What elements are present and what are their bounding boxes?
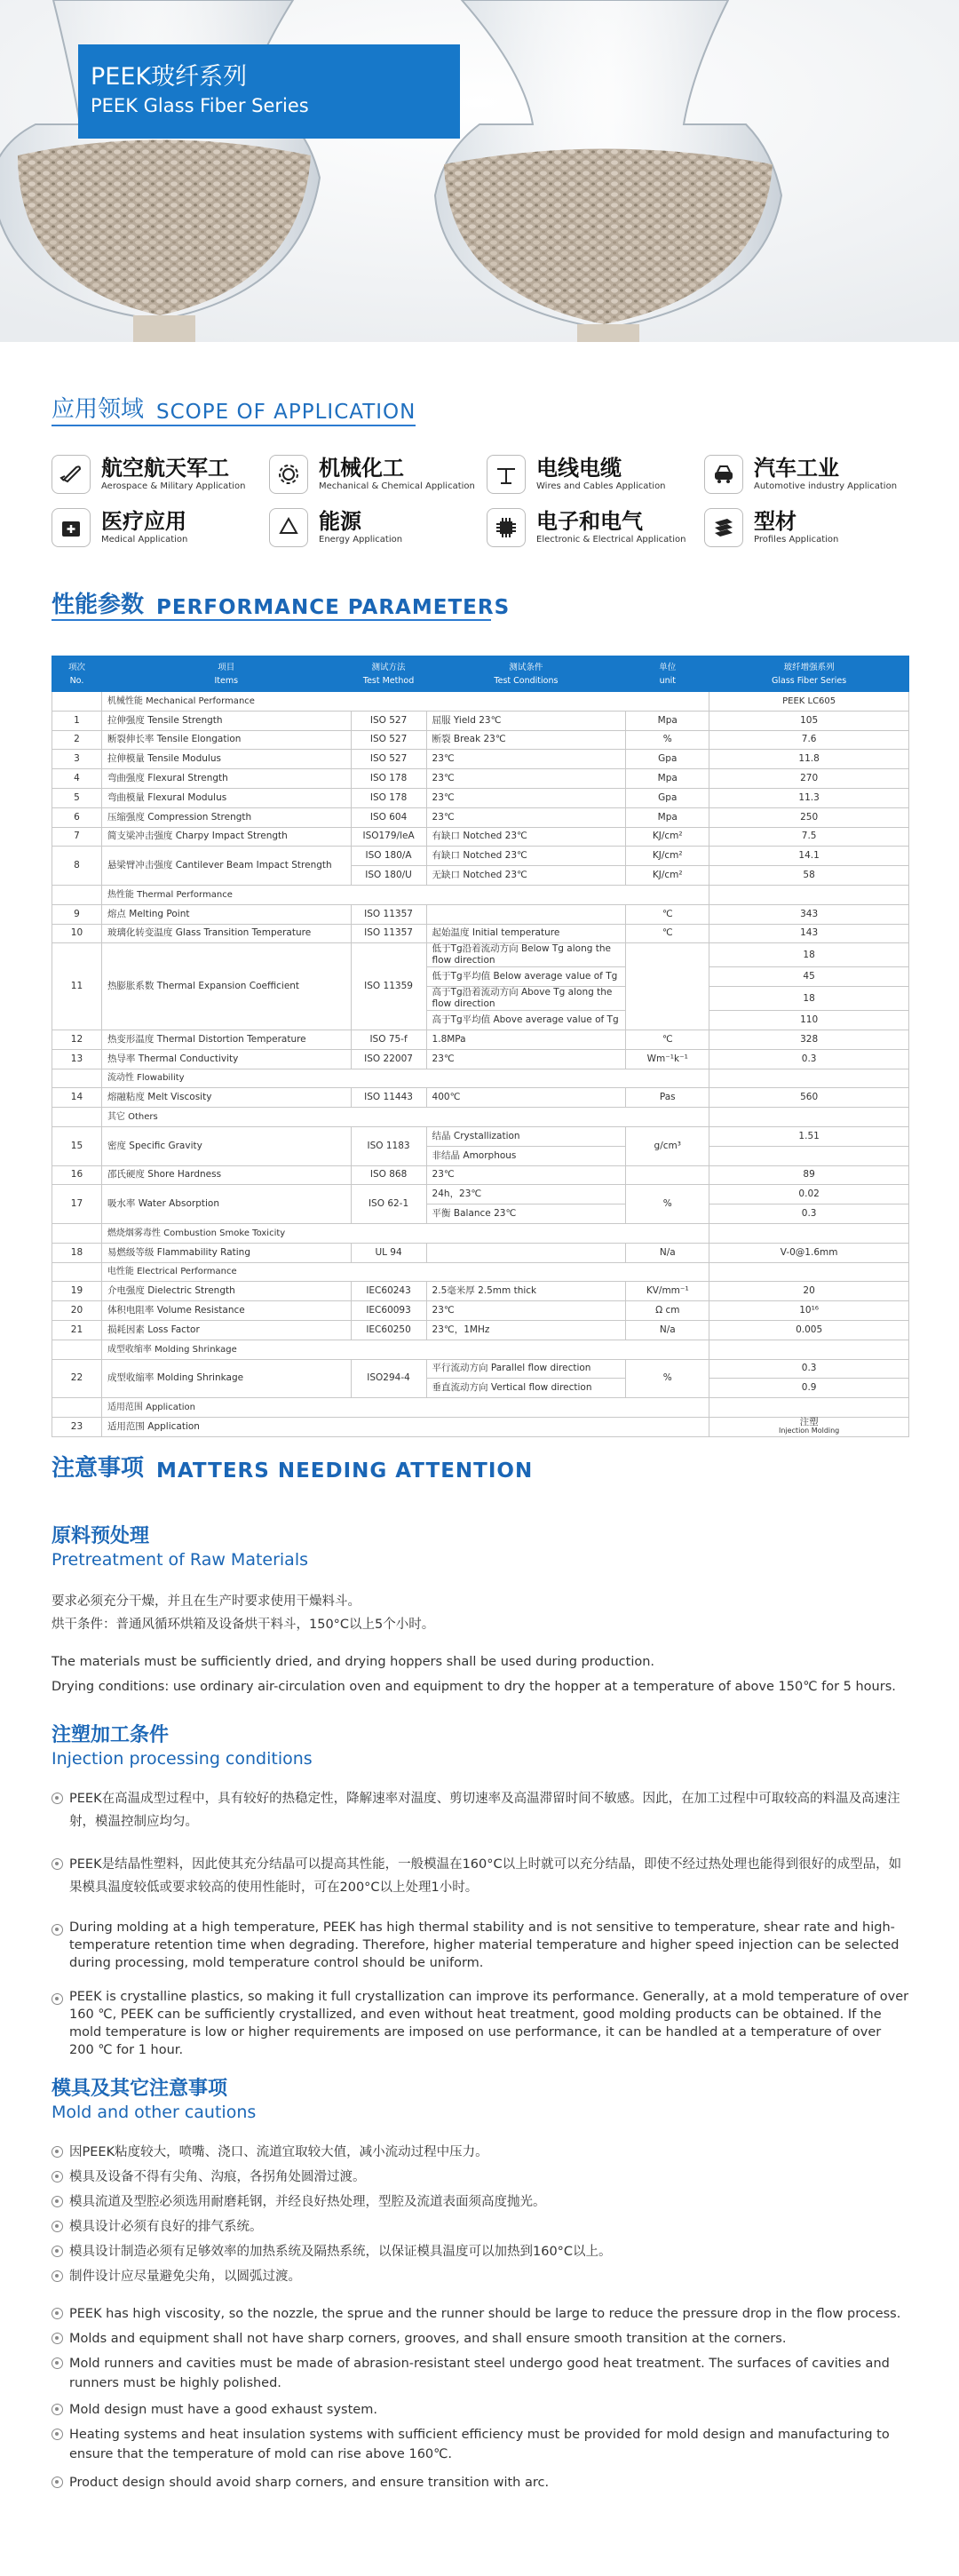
table-row: 13 热导率 Thermal Conductivity ISO 22007 23℃ Wm⁻¹k⁻¹ 0.3 [52,1049,909,1069]
application-item [704,455,897,494]
table-row: 3 拉伸模量 Tensile Modulus ISO 527 23℃ Gpa 11.8 [52,750,909,769]
application-label-en: Profiles Application [754,535,839,545]
recycle-icon [269,508,308,547]
mold-caution-bullet: 因PEEK粘度较大，喷嘴、浇口、流道宜取较大值，减小流动过程中压力。 [52,2143,909,2162]
mold-caution-bullet: Mold design must have a good exhaust system. [52,2400,909,2420]
application-label-zh: 电线电缆 [536,456,622,481]
car-icon [704,455,743,494]
application-title-zh: 应用领域 [52,396,145,423]
bullet-icon [52,2221,63,2232]
section-row: 燃烧烟雾毒性 Combustion Smoke Toxicity [52,1223,909,1243]
application-label-zh: 型材 [754,509,797,534]
application-label-zh: 航空航天军工 [101,456,229,481]
raw-text-zh-1: 要求必须充分干燥，并且在生产时要求使用干燥料斗。 [52,1594,361,1609]
section-row: 机械性能 Mechanical Performance PEEK LC605 [52,692,909,712]
table-row: 2 断裂伸长率 Tensile Elongation ISO 527 断裂 Break 23℃ % 7.6 [52,730,909,750]
table-row: 17 吸水率 Water Absorption ISO 62-1 24h，23℃ % 0.02 [52,1185,909,1205]
gear-icon [269,455,308,494]
table-row: 19 介电强度 Dielectric Strength IEC60243 2.5毫米厚 2.5mm thick KV/mm⁻¹ 20 [52,1282,909,1301]
application-label-zh: 汽车工业 [754,456,839,481]
application-item [704,508,838,547]
performance-underline [52,619,491,621]
injection-bullet: PEEK在高温成型过程中，具有较好的热稳定性，降解速率对温度、剪切速率及高温滞留时间不敏感。因此，在加工过程中可取较高的料温及高速注射，模温控制应均匀。 [52,1787,909,1833]
chip-icon [487,508,526,547]
mold-caution-bullet: 模具设计必须有良好的排气系统。 [52,2217,909,2237]
banner-title-zh: PEEK玻纤系列 [91,63,248,91]
bullet-icon [52,2357,63,2369]
application-label-en: Electronic & Electrical Application [536,535,686,545]
table-row: 12 热变形温度 Thermal Distortion Temperature ISO 75-f 1.8MPa ℃ 328 [52,1030,909,1049]
profile-stack-icon [704,508,743,547]
bullet-icon [52,2270,63,2282]
col-conditions: 测试条件 Test Conditions [426,656,626,692]
raw-text-en-1: The materials must be sufficiently dried, and drying hoppers shall be used during production. [52,1655,655,1669]
section-row: 流动性 Flowability [52,1069,909,1088]
application-label-en: Automotive industry Application [754,481,898,491]
application-label-en: Medical Application [101,535,188,545]
mold-caution-bullet: 模具设计制造必须有足够效率的加热系统及隔热系统，以保证模具温度可以加热到160°C以上。 [52,2242,909,2262]
mold-title-zh: 模具及其它注意事项 [52,2078,228,2100]
bullet-icon [52,1924,63,1936]
col-value: 玻纤增强系列 Glass Fiber Series [709,656,909,692]
injection-bullet: PEEK是结晶性塑料，因此使其充分结晶可以提高其性能，一般模温在160°C以上时就可以充分结晶，即使不经过热处理也能得到很好的成型品，如果模具温度较低或要求较高的使用性能时，可在200°C以上处理1小时。 [52,1853,909,1899]
attention-heading [52,1450,533,1483]
table-row: 非结晶 Amorphous [52,1146,909,1165]
col-no: 项次 No. [52,656,102,692]
injection-bullet: During molding at a high temperature, PEEK has high thermal stability and is not sensitive to temperature, shear rate and high-temperature retention time when degrading. Therefore, higher material temperature and higher speed injection can be selected during processing, mold temperature control should be uniform. [52,1919,909,1972]
mold-caution-bullet: 模具及设备不得有尖角、沟痕，各拐角处圆滑过渡。 [52,2167,909,2187]
application-label-zh: 能源 [319,509,361,534]
section-row: 热性能 Thermal Performance [52,885,909,904]
table-row: 4 弯曲强度 Flexural Strength ISO 178 23℃ Mpa 270 [52,769,909,789]
bullet-icon [52,2171,63,2182]
bullet-icon [52,1993,63,2005]
raw-title-zh: 原料预处理 [52,1525,150,1547]
table-row: 5 弯曲模量 Flexural Modulus ISO 178 23℃ Gpa 11.3 [52,788,909,807]
section-row: 其它 Others [52,1108,909,1127]
series-banner [78,44,460,139]
bullet-icon [52,2246,63,2257]
table-row: 16 邵氏硬度 Shore Hardness ISO 868 23℃ 89 [52,1165,909,1185]
bullet-icon [52,1858,63,1870]
performance-title-en: PERFORMANCE PARAMETERS [156,596,511,619]
table-row: 1 拉伸强度 Tensile Strength ISO 527 屈服 Yield 23℃ Mpa 105 [52,711,909,730]
mold-caution-bullet: Product design should avoid sharp corners, and ensure transition with arc. [52,2473,909,2493]
table-row: 15 密度 Specific Gravity ISO 1183 结晶 Crystallization g/cm³ 1.51 [52,1126,909,1146]
mold-caution-bullet: PEEK has high viscosity, so the nozzle, the sprue and the runner should be large to reduce the pressure drop in the flow process. [52,2304,909,2324]
banner-title-en: PEEK Glass Fiber Series [91,95,309,116]
application-label-zh: 电子和电气 [536,509,643,534]
table-row: 垂直流动方向 Vertical flow direction 0.9 [52,1379,909,1398]
application-item [269,455,475,494]
table-row: 7 简支梁冲击强度 Charpy Impact Strength ISO179/leA 有缺口 Notched 23℃ KJ/cm² 7.5 [52,827,909,847]
table-row: 18 易燃级等级 Flammability Rating UL 94 N/a V-0@1.6mm [52,1243,909,1262]
mold-heading [52,2077,256,2123]
mold-caution-bullet: Molds and equipment shall not have sharp corners, grooves, and shall ensure smooth transition at the corners. [52,2329,909,2349]
section-row: 适用范围 Application [52,1398,909,1418]
col-method: 测试方法 Test Method [351,656,426,692]
attention-title-zh: 注意事项 [52,1455,145,1482]
injection-bullet: PEEK is crystalline plastics, so making it full crystallization can improve its performance. Generally, at a mold temperature of over 160 ℃, PEEK can be sufficiently crystallized, and even without heat treatment, good molding products can be obtained. If the mold temperature is low or higher requirements are imposed on use performance, it can be handled at a temperature of over 200 ℃ for 1 hour. [52,1988,909,2059]
application-label-en: Wires and Cables Application [536,481,666,491]
application-item [52,455,245,494]
application-item [487,508,686,547]
medical-kit-icon [52,508,91,547]
application-label-en: Mechanical & Chemical Application [319,481,475,491]
bullet-icon [52,2404,63,2415]
mold-caution-bullet: Heating systems and heat insulation systems with sufficient efficiency must be provided for mold design and manufacturing to ensure that the temperature of mold can rise above 160℃. [52,2425,909,2464]
mold-caution-bullet: 制件设计应尽量避免尖角，以圆弧过渡。 [52,2267,909,2286]
application-label-zh: 医疗应用 [101,509,186,534]
application-heading [52,391,416,424]
application-underline [52,425,416,426]
attention-title-en: MATTERS NEEDING ATTENTION [156,1459,534,1483]
application-item [269,508,402,547]
table-row: 14 熔融粘度 Melt Viscosity ISO 11443 400℃ Pas 560 [52,1088,909,1108]
bullet-icon [52,1793,63,1804]
bullet-icon [52,2477,63,2488]
table-row: 8 悬梁臂冲击强度 Cantilever Beam Impact Strength ISO 180/A 有缺口 Notched 23℃ KJ/cm² 14.1 [52,847,909,866]
bullet-icon [52,2308,63,2319]
table-row: 23 适用范围 Application 注塑 Injection Molding [52,1417,909,1436]
section-row: 成型收缩率 Molding Shrinkage [52,1340,909,1359]
hero-photo [0,0,959,342]
raw-heading [52,1524,308,1570]
table-header-row [52,656,909,692]
application-item [52,508,187,547]
bullet-icon [52,2333,63,2344]
injection-title-zh: 注塑加工条件 [52,1724,170,1746]
table-row: 11 热膨胀系数 Thermal Expansion Coefficient ISO 11359 低于Tg沿着流动方向 Below Tg along the flow direction 18 [52,943,909,967]
table-row: 6 压缩强度 Compression Strength ISO 604 23℃ Mpa 250 [52,807,909,827]
table-row: 20 体积电阻率 Volume Resistance IEC60093 23℃ Ω cm 10¹⁶ [52,1301,909,1321]
injection-heading [52,1723,313,1769]
application-item [487,455,666,494]
bullet-icon [52,2196,63,2207]
raw-text-en-2: Drying conditions: use ordinary air-circulation oven and equipment to dry the hopper at a temperature of above 150℃ for 5 hours. [52,1680,896,1694]
application-label-en: Aerospace & Military Application [101,481,246,491]
application-label-zh: 机械化工 [319,456,404,481]
raw-text-zh-2: 烘干条件：普通风循环烘箱及设备烘干料斗，150°C以上5个小时。 [52,1618,435,1632]
mold-title-en: Mold and other cautions [52,2103,257,2122]
bullet-icon [52,2429,63,2440]
table-row: 21 损耗因素 Loss Factor IEC60250 23℃，1MHz N/a 0.005 [52,1320,909,1340]
col-unit: 单位 unit [626,656,709,692]
col-items: 项目 Items [101,656,351,692]
application-title-en: SCOPE OF APPLICATION [156,401,416,424]
rocket-icon [52,455,91,494]
section-row: 电性能 Electrical Performance [52,1262,909,1282]
application-label-en: Energy Application [319,535,403,545]
cable-icon [487,455,526,494]
performance-heading [52,586,510,619]
table-row: 平衡 Balance 23℃ 0.3 [52,1205,909,1224]
table-row: 高于Tg沿着流动方向 Above Tg along the flow direction 18 [52,987,909,1011]
table-row: ISO 180/U 无缺口 Notched 23℃ KJ/cm² 58 [52,866,909,886]
table-row: 低于Tg平均值 Below average value of Tg 45 [52,967,909,987]
raw-title-en: Pretreatment of Raw Materials [52,1550,309,1570]
table-row: 22 成型收缩率 Molding Shrinkage ISO294-4 平行流动方向 Parallel flow direction % 0.3 [52,1359,909,1379]
bullet-icon [52,2146,63,2158]
mold-caution-bullet: 模具流道及型腔必须选用耐磨耗钢，并经良好热处理，型腔及流道表面须高度抛光。 [52,2192,909,2212]
table-row: 9 熔点 Melting Point ISO 11357 ℃ 343 [52,904,909,924]
mold-caution-bullet: Mold runners and cavities must be made of abrasion-resistant steel undergo good heat treatment. The surfaces of cavities and runners must be highly polished. [52,2354,909,2393]
table-row: 10 玻璃化转变温度 Glass Transition Temperature ISO 11357 起始温度 Initial temperature ℃ 143 [52,924,909,943]
performance-title-zh: 性能参数 [52,592,145,618]
injection-title-en: Injection processing conditions [52,1749,313,1769]
performance-table [52,656,909,1437]
table-row: 高于Tg平均值 Above average value of Tg 110 [52,1011,909,1030]
